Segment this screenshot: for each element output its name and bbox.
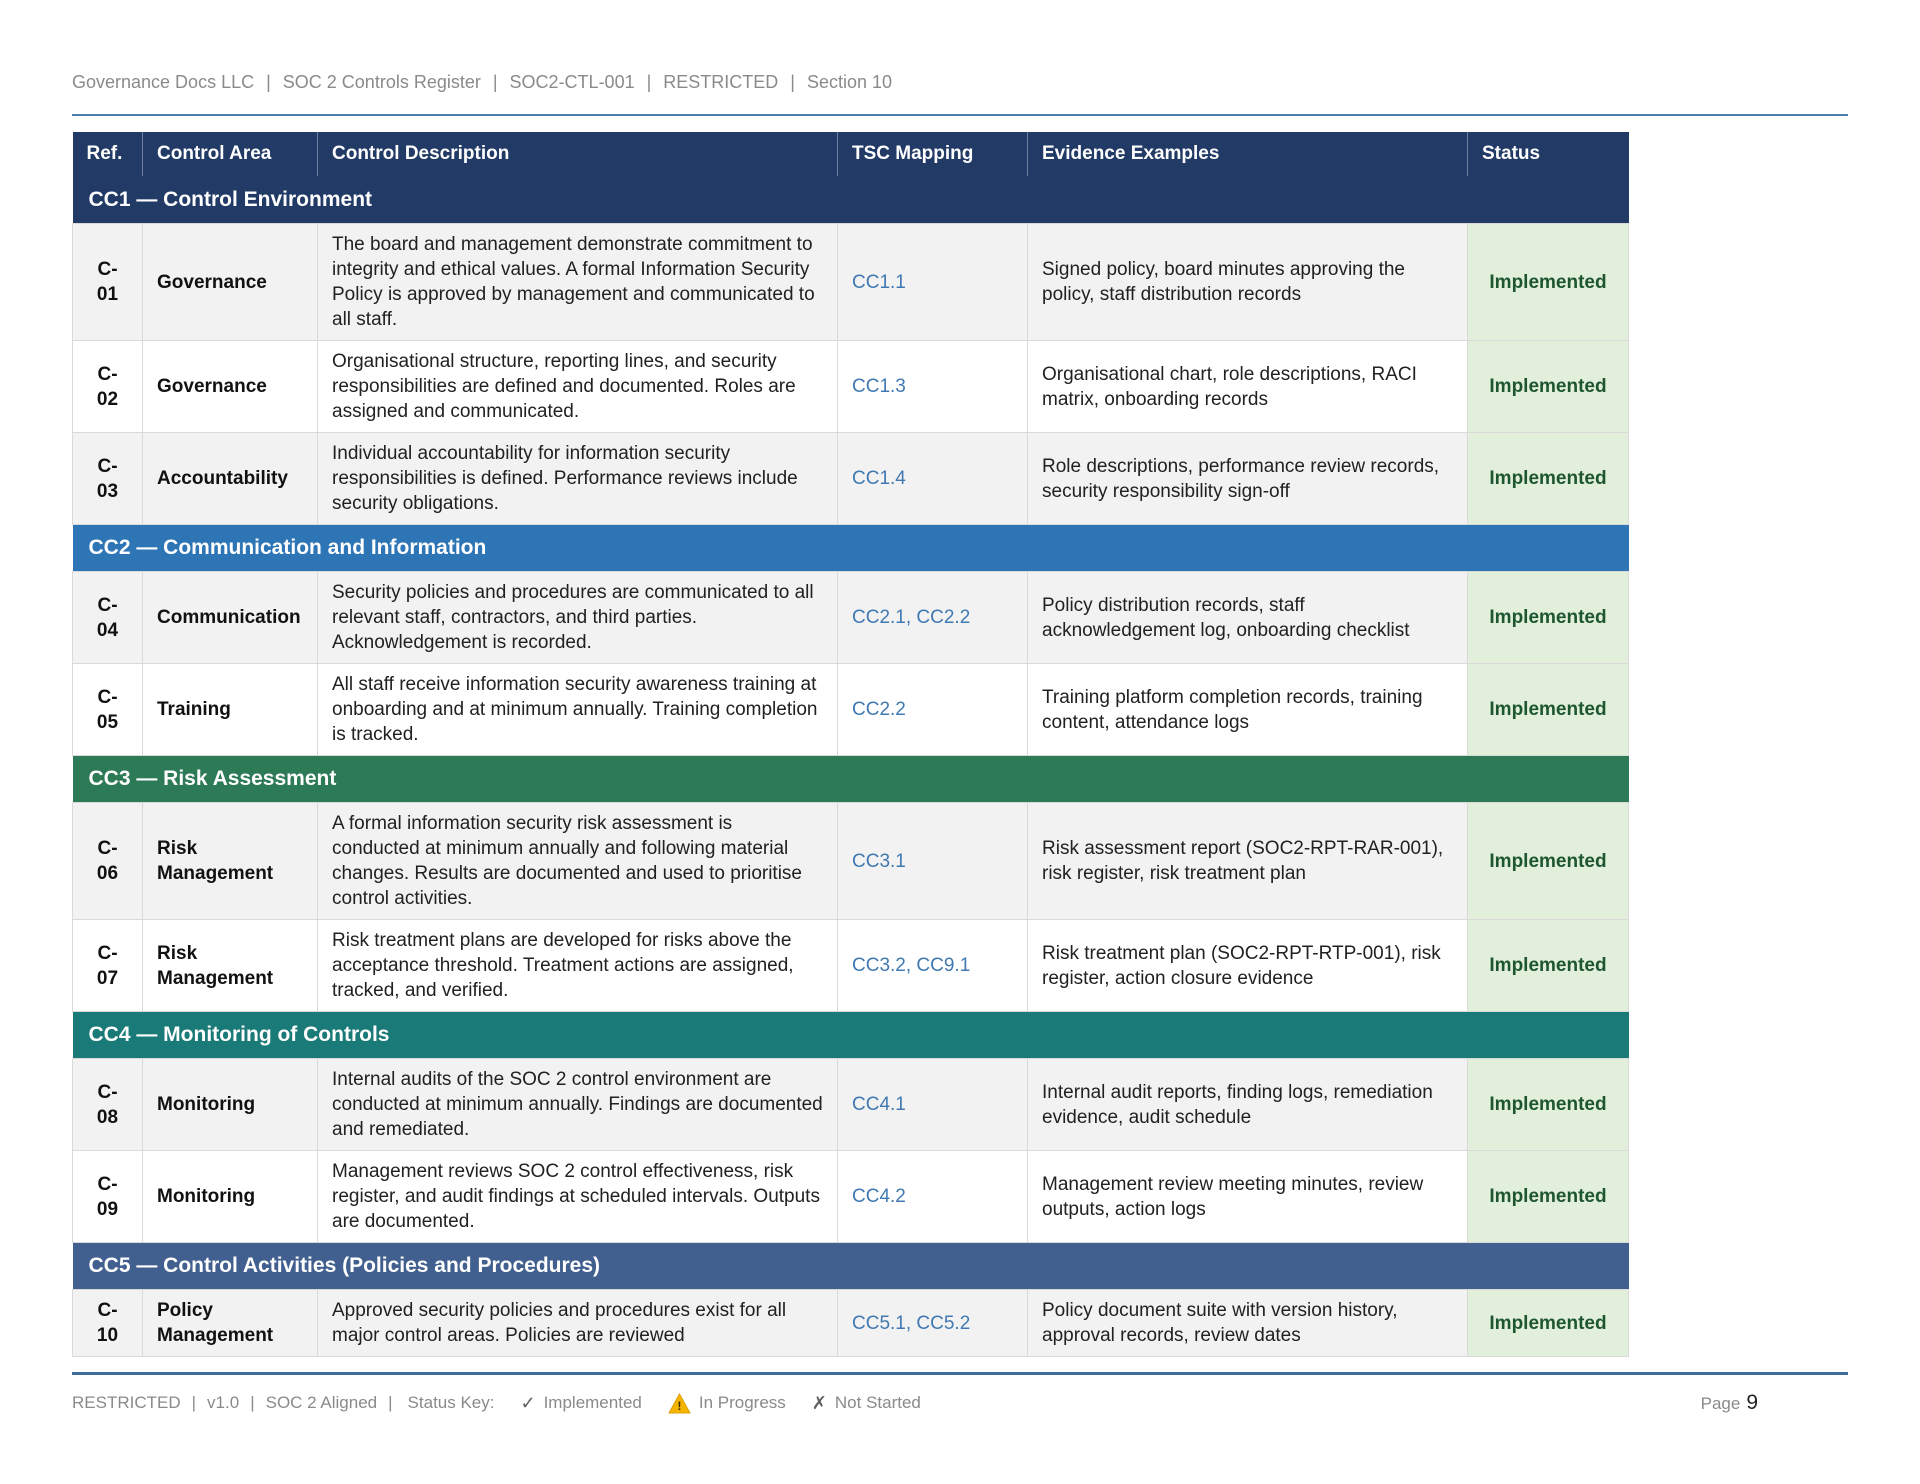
tsc-mapping-cell (838, 920, 1028, 1012)
control-area-cell: Training (143, 664, 318, 756)
control-area-cell: Accountability (143, 433, 318, 525)
control-description-cell: Individual accountability for information security responsibilities is defined. Performance reviews include security obligations. (318, 433, 838, 525)
tsc-mapping-cell (838, 1151, 1028, 1243)
ref-cell: C-06 (73, 803, 143, 920)
pipe-separator: | (388, 1393, 393, 1412)
column-header-ref: Ref. (73, 132, 143, 177)
footer-item: v1.0 (207, 1393, 240, 1412)
evidence-cell: Policy document suite with version history, approval records, review dates (1028, 1290, 1468, 1357)
status-cell: Implemented (1468, 433, 1629, 525)
cross-icon: ✗ (811, 1392, 827, 1413)
pipe-separator: | (790, 72, 795, 92)
header-meta-item: Section 10 (806, 72, 893, 92)
page-label: Page (1700, 1394, 1741, 1413)
control-description-cell: Internal audits of the SOC 2 control environment are conducted at minimum annually. Findings are documented and remediated. (318, 1059, 838, 1151)
tsc-link[interactable]: CC1.3 (852, 376, 906, 397)
legend-item-implemented (520, 1393, 641, 1414)
ref-cell: C-02 (73, 341, 143, 433)
control-description-cell: Security policies and procedures are communicated to all relevant staff, contractors, and third parties. Acknowledgement is recorded. (318, 572, 838, 664)
tsc-mapping-cell (838, 1059, 1028, 1151)
tsc-mapping-cell (838, 433, 1028, 525)
page-number: 9 (1746, 1391, 1758, 1414)
control-area-cell: Monitoring (143, 1151, 318, 1243)
tsc-mapping-cell (838, 341, 1028, 433)
column-header-evidence-examples: Evidence Examples (1028, 132, 1468, 177)
legend-label: Implemented (543, 1393, 642, 1412)
column-header-status: Status (1468, 132, 1629, 177)
control-description-cell: Organisational structure, reporting lines, and security responsibilities are defined and documented. Roles are assigned and communicated. (318, 341, 838, 433)
tsc-mapping-cell (838, 224, 1028, 341)
status-cell: Implemented (1468, 224, 1629, 341)
control-row-c-07 (73, 920, 1629, 1012)
document-page (72, 0, 1848, 1415)
section-header-row-cc4 (73, 1012, 1629, 1059)
column-header-tsc-mapping: TSC Mapping (838, 132, 1028, 177)
controls-register-table-wrap (72, 132, 1848, 1372)
column-header-row (73, 132, 1629, 177)
footer-rule (72, 1372, 1848, 1375)
evidence-cell: Training platform completion records, training content, attendance logs (1028, 664, 1468, 756)
tsc-link[interactable]: CC2.1, CC2.2 (852, 607, 971, 628)
control-row-c-09 (73, 1151, 1629, 1243)
control-row-c-10 (73, 1290, 1629, 1357)
legend-label: In Progress (698, 1393, 786, 1412)
section-title: CC3 — Risk Assessment (73, 756, 1629, 803)
ref-cell: C-04 (73, 572, 143, 664)
table-header-row (73, 132, 1629, 177)
table-body (73, 177, 1629, 1357)
evidence-cell: Internal audit reports, finding logs, remediation evidence, audit schedule (1028, 1059, 1468, 1151)
section-title: CC1 — Control Environment (73, 177, 1629, 224)
footer-classification-and-key (72, 1393, 921, 1414)
tsc-link[interactable]: CC4.1 (852, 1094, 906, 1115)
section-header-row-cc1 (73, 177, 1629, 224)
legend-label: Not Started (834, 1393, 921, 1412)
control-area-cell: Governance (143, 341, 318, 433)
header-meta-item: RESTRICTED (663, 72, 779, 92)
legend-item-in-progress (668, 1393, 786, 1414)
control-description-cell: All staff receive information security awareness training at onboarding and at minimum annually. Training completion is tracked. (318, 664, 838, 756)
pipe-separator: | (646, 72, 652, 92)
pipe-separator: | (191, 1393, 197, 1412)
status-cell: Implemented (1468, 1151, 1629, 1243)
pipe-separator: | (250, 1393, 255, 1412)
status-cell: Implemented (1468, 920, 1629, 1012)
status-cell: Implemented (1468, 664, 1629, 756)
control-row-c-06 (73, 803, 1629, 920)
page-indicator (1701, 1391, 1758, 1415)
control-area-cell: Communication (143, 572, 318, 664)
status-cell: Implemented (1468, 1059, 1629, 1151)
control-description-cell: The board and management demonstrate commitment to integrity and ethical values. A formal Information Security Policy is approved by management and communicated to all staff. (318, 224, 838, 341)
evidence-cell: Organisational chart, role descriptions, RACI matrix, onboarding records (1028, 341, 1468, 433)
tsc-link[interactable]: CC3.1 (852, 850, 906, 872)
status-key-label: Status Key: (407, 1393, 495, 1412)
evidence-cell: Policy distribution records, staff acknowledgement log, onboarding checklist (1028, 572, 1468, 664)
header-meta-item: SOC 2 Controls Register (282, 72, 481, 92)
ref-cell: C-01 (73, 224, 143, 341)
control-row-c-01 (73, 224, 1629, 341)
footer-item: SOC 2 Aligned (265, 1393, 378, 1412)
tsc-link[interactable]: CC1.4 (852, 468, 906, 489)
section-header-row-cc5 (73, 1243, 1629, 1290)
pipe-separator: | (492, 72, 498, 92)
control-row-c-05 (73, 664, 1629, 756)
ref-cell: C-07 (73, 920, 143, 1012)
control-row-c-08 (73, 1059, 1629, 1151)
tsc-mapping-cell (838, 1290, 1028, 1357)
status-cell: Implemented (1468, 803, 1629, 920)
column-header-control-area: Control Area (143, 132, 318, 177)
tsc-link[interactable]: CC1.1 (852, 271, 906, 293)
tsc-mapping-cell (838, 572, 1028, 664)
evidence-cell: Risk assessment report (SOC2-RPT-RAR-001), risk register, risk treatment plan (1028, 803, 1468, 920)
evidence-cell: Management review meeting minutes, review outputs, action logs (1028, 1151, 1468, 1243)
warning-triangle-icon (668, 1393, 699, 1414)
control-description-cell: Risk treatment plans are developed for risks above the acceptance threshold. Treatment actions are assigned, tracked, and verified. (318, 920, 838, 1012)
control-description-cell: Management reviews SOC 2 control effectiveness, risk register, and audit findings at scheduled intervals. Outputs are documented. (318, 1151, 838, 1243)
controls-register-table (72, 132, 1629, 1357)
control-row-c-04 (73, 572, 1629, 664)
control-area-cell: Monitoring (143, 1059, 318, 1151)
ref-cell: C-10 (73, 1290, 143, 1357)
status-cell: Implemented (1468, 1290, 1629, 1357)
section-title: CC4 — Monitoring of Controls (73, 1012, 1629, 1059)
section-title: CC2 — Communication and Information (73, 525, 1629, 572)
header-rule (72, 114, 1848, 116)
header-meta-item: SOC2-CTL-001 (509, 72, 635, 92)
status-cell: Implemented (1468, 572, 1629, 664)
control-row-c-02 (73, 341, 1629, 433)
evidence-cell: Signed policy, board minutes approving the policy, staff distribution records (1028, 224, 1468, 341)
document-header-meta (72, 70, 1848, 94)
section-header-row-cc3 (73, 756, 1629, 803)
tsc-link[interactable]: CC3.2, CC9.1 (852, 955, 971, 976)
document-footer (72, 1391, 1848, 1415)
footer-item: RESTRICTED (72, 1393, 181, 1412)
section-title: CC5 — Control Activities (Policies and Procedures) (73, 1243, 1629, 1290)
column-header-control-description: Control Description (318, 132, 838, 177)
check-icon: ✓ (520, 1392, 536, 1413)
tsc-mapping-cell (838, 803, 1028, 920)
ref-cell: C-03 (73, 433, 143, 525)
control-description-cell: A formal information security risk assessment is conducted at minimum annually and following material changes. Results are documented and used to prioritise control activities. (318, 803, 838, 920)
evidence-cell: Risk treatment plan (SOC2-RPT-RTP-001), risk register, action closure evidence (1028, 920, 1468, 1012)
control-area-cell: Risk Management (143, 803, 318, 920)
header-meta-item: Governance Docs LLC (72, 72, 255, 92)
ref-cell: C-05 (73, 664, 143, 756)
control-row-c-03 (73, 433, 1629, 525)
control-area-cell: Policy Management (143, 1290, 318, 1357)
ref-cell: C-08 (73, 1059, 143, 1151)
control-area-cell: Risk Management (143, 920, 318, 1012)
section-header-row-cc2 (73, 525, 1629, 572)
status-cell: Implemented (1468, 341, 1629, 433)
tsc-link[interactable]: CC2.2 (852, 699, 906, 720)
tsc-link[interactable]: CC4.2 (852, 1186, 906, 1207)
control-description-cell: Approved security policies and procedures exist for all major control areas. Policies are reviewed (318, 1290, 838, 1357)
tsc-link[interactable]: CC5.1, CC5.2 (852, 1312, 971, 1334)
ref-cell: C-09 (73, 1151, 143, 1243)
evidence-cell: Role descriptions, performance review records, security responsibility sign-off (1028, 433, 1468, 525)
control-area-cell: Governance (143, 224, 318, 341)
legend-item-not-started (812, 1393, 921, 1414)
pipe-separator: | (266, 72, 271, 92)
tsc-mapping-cell (838, 664, 1028, 756)
svg-text:!: ! (677, 1398, 682, 1413)
